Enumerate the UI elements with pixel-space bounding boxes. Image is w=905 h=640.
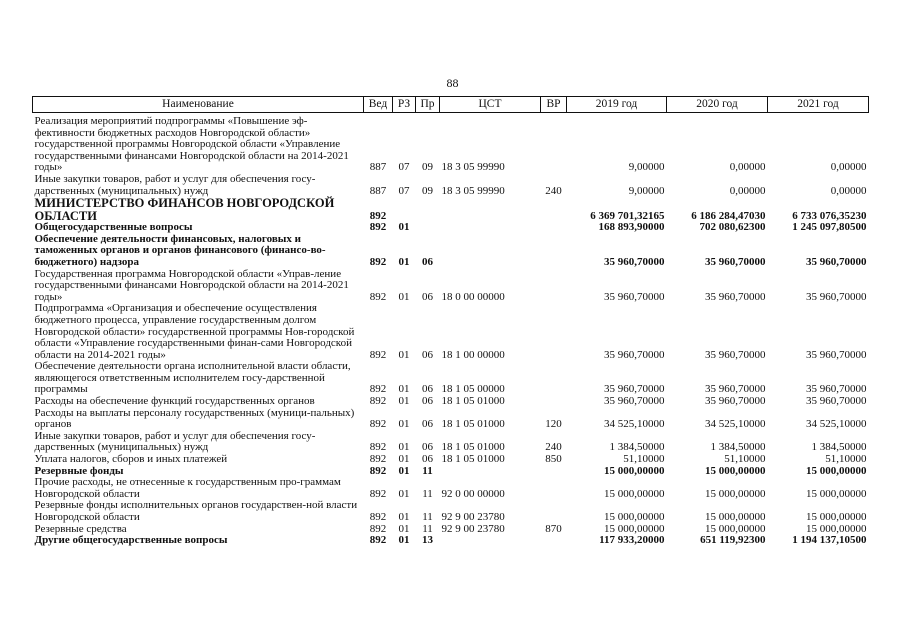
row-2019: 15 000,00000 [604, 511, 665, 523]
row-ved: 892 [369, 290, 387, 303]
row-rz: 01 [398, 418, 410, 431]
row-2021: 0,00000 [830, 161, 867, 174]
row-cst [440, 466, 541, 478]
row-2020: 15 000,00000 [705, 464, 766, 477]
table-row-subsection [33, 535, 869, 547]
row-2020: 51,10000 [724, 453, 766, 466]
row-2019: 6 369 701,32165 [590, 209, 665, 222]
row-rz: 01 [398, 221, 410, 234]
row-rz: 01 [398, 511, 410, 523]
row-name: Прочие расходы, не отнесенные к государственным про-граммам Новгородской области [34, 476, 341, 500]
row-2021: 1 194 137,10500 [792, 534, 867, 547]
row-name: Подпрограмма «Организация и обеспечение осуществления бюджетного процесса, управление государственным долгом Новгородской области» государственной программы Нов-городской области «Управление государственными финан-сами Новгородской области на 2014-2021 годы» [34, 302, 355, 361]
row-vr: 240 [545, 441, 562, 454]
row-2019: 35 960,70000 [604, 383, 665, 396]
row-vr [541, 396, 567, 408]
row-pr: 06 [422, 418, 433, 431]
row-name: Резервные фонды [34, 464, 124, 477]
row-2020: 651 119,92300 [700, 534, 766, 547]
table-row [33, 174, 869, 197]
row-ved: 887 [369, 184, 387, 197]
row-2021: 1 384,50000 [811, 441, 867, 454]
row-2019: 51,10000 [623, 453, 665, 466]
row-2021: 15 000,00000 [806, 487, 867, 500]
row-cst: 18 1 05 01000 [441, 395, 505, 408]
row-2021: 0,00000 [830, 184, 867, 197]
row-2021: 35 960,70000 [806, 348, 867, 361]
budget-table [32, 96, 869, 547]
row-name: Расходы на выплаты персоналу государственных (муници-пальных) органов [34, 406, 355, 431]
row-2021: 35 960,70000 [806, 255, 867, 268]
row-vr [541, 477, 567, 500]
row-2020: 15 000,00000 [705, 487, 766, 500]
header-vr: ВР [541, 97, 567, 113]
row-2020: 15 000,00000 [705, 511, 766, 523]
row-name: МИНИСТЕРСТВО ФИНАНСОВ НОВГОРОДСКОЙ ОБЛАСТИ [34, 196, 335, 223]
table-row [33, 303, 869, 361]
row-vr: 850 [545, 453, 562, 466]
row-pr: 06 [422, 395, 433, 408]
row-ved: 892 [369, 255, 387, 268]
row-2019: 15 000,00000 [604, 487, 665, 500]
row-rz: 01 [398, 522, 410, 535]
row-ved: 892 [369, 453, 387, 466]
row-cst: 18 1 00 00000 [441, 348, 505, 361]
table-row [33, 431, 869, 454]
row-2020: 0,00000 [729, 161, 766, 174]
row-vr [541, 466, 567, 478]
row-vr: 120 [545, 418, 562, 431]
row-name: Иные закупки товаров, работ и услуг для обеспечения госу-дарственных (муниципальных) нужд [34, 429, 316, 454]
row-vr: 870 [545, 522, 562, 535]
row-2020: 1 384,50000 [710, 441, 766, 454]
row-rz: 01 [398, 290, 410, 303]
table-row [33, 454, 869, 466]
row-name: Уплата налогов, сборов и иных платежей [34, 453, 228, 466]
row-pr [416, 197, 440, 222]
row-2019: 9,00000 [628, 184, 665, 197]
row-rz: 01 [398, 487, 410, 500]
row-vr [541, 234, 567, 269]
table-row [33, 500, 869, 523]
table-header-row [33, 97, 869, 113]
row-ved: 892 [369, 418, 387, 431]
row-2021: 15 000,00000 [806, 464, 867, 477]
row-name: Реализация мероприятий подпрограммы «Повышение эф-фективности бюджетных расходов Новгородской области» государственной программы Новгородской области «Управление государственными финансами Новгородской области на 2014-2021 годы» [34, 115, 349, 174]
row-2020: 34 525,10000 [705, 418, 766, 431]
row-vr [541, 269, 567, 304]
row-cst: 18 3 05 99990 [441, 184, 505, 197]
row-2019: 34 525,10000 [604, 418, 665, 431]
row-cst: 18 0 00 00000 [441, 290, 505, 303]
row-ved: 892 [369, 348, 387, 361]
row-name: Обеспечение деятельности финансовых, налоговых и таможенных органов и органов финансового (финансо-во-бюджетного) надзора [34, 232, 326, 268]
header-2021: 2021 год [768, 97, 869, 113]
row-2020: 35 960,70000 [705, 290, 766, 303]
header-cst: ЦСТ [440, 97, 541, 113]
row-pr: 11 [422, 487, 433, 500]
row-rz: 01 [398, 441, 410, 454]
row-name: Резервные средства [34, 522, 127, 535]
row-ved: 892 [369, 487, 387, 500]
row-name: Обеспечение деятельности органа исполнительной власти области, являющегося ответственным исполнителем госу-дарственной программы [34, 360, 351, 396]
row-ved: 892 [369, 209, 387, 222]
row-pr: 06 [422, 453, 433, 466]
row-pr: 06 [422, 290, 433, 303]
row-name: Иные закупки товаров, работ и услуг для обеспечения госу-дарственных (муниципальных) нужд [34, 172, 316, 197]
row-cst: 18 1 05 01000 [441, 441, 505, 454]
row-vr: 240 [545, 184, 562, 197]
row-2020: 35 960,70000 [705, 348, 766, 361]
row-rz: 01 [398, 348, 410, 361]
row-pr: 06 [422, 383, 433, 396]
row-name: Резервные фонды исполнительных органов государствен-ной власти Новгородской области [34, 499, 358, 523]
row-ved: 892 [369, 383, 387, 396]
row-name: Другие общегосударственные вопросы [34, 534, 228, 547]
row-2021: 6 733 076,35230 [792, 209, 867, 222]
header-name: Наименование [33, 97, 364, 113]
row-2020: 35 960,70000 [705, 395, 766, 408]
row-rz: 01 [398, 255, 410, 268]
row-2019: 117 933,20000 [599, 534, 665, 547]
row-2021: 35 960,70000 [806, 383, 867, 396]
table-row [33, 269, 869, 304]
row-ved: 892 [369, 522, 387, 535]
row-rz: 01 [398, 534, 410, 547]
row-2021: 15 000,00000 [806, 522, 867, 535]
row-vr [541, 303, 567, 361]
row-2021: 35 960,70000 [806, 395, 867, 408]
row-2020: 15 000,00000 [705, 522, 766, 535]
table-row [33, 113, 869, 174]
table-row-section [33, 222, 869, 234]
row-pr: 11 [422, 511, 433, 523]
row-cst: 18 3 05 99990 [441, 161, 505, 174]
row-name: Расходы на обеспечение функций государственных органов [34, 395, 315, 408]
table-row-ministry [33, 197, 869, 222]
row-2019: 35 960,70000 [604, 395, 665, 408]
row-2020: 35 960,70000 [705, 383, 766, 396]
row-2019: 15 000,00000 [604, 464, 665, 477]
header-rz: РЗ [393, 97, 416, 113]
row-rz: 01 [398, 453, 410, 466]
row-2019: 15 000,00000 [604, 522, 665, 535]
page-number: 88 [446, 76, 459, 90]
header-2019: 2019 год [567, 97, 667, 113]
table-row [33, 408, 869, 431]
row-ved: 892 [369, 464, 387, 477]
row-cst [440, 222, 541, 234]
row-2021: 51,10000 [825, 453, 867, 466]
row-cst: 18 1 05 01000 [441, 418, 505, 431]
row-cst: 18 1 05 01000 [441, 453, 505, 466]
row-vr [541, 197, 567, 222]
row-name: Общегосударственные вопросы [34, 221, 193, 234]
row-rz: 01 [398, 383, 410, 396]
header-2020: 2020 год [667, 97, 768, 113]
row-pr: 06 [422, 255, 433, 268]
row-ved: 892 [369, 511, 387, 523]
row-cst: 18 1 05 00000 [441, 383, 505, 396]
row-2021: 34 525,10000 [806, 418, 867, 431]
row-ved: 887 [369, 161, 387, 174]
row-2020: 6 186 284,47030 [691, 209, 766, 222]
row-2019: 168 893,90000 [598, 221, 665, 234]
row-ved: 892 [369, 395, 387, 408]
row-rz: 01 [398, 464, 410, 477]
row-2019: 35 960,70000 [604, 290, 665, 303]
row-2020: 702 080,62300 [699, 221, 766, 234]
row-name: Государственная программа Новгородской области «Управ-ление государственными финансами Новгородской области на 2014-2021 годы» [34, 267, 349, 303]
row-rz: 07 [398, 161, 410, 174]
row-cst: 92 9 00 23780 [441, 511, 505, 523]
row-vr [541, 535, 567, 547]
row-pr [416, 222, 440, 234]
row-2021: 15 000,00000 [806, 511, 867, 523]
row-2020: 0,00000 [729, 184, 766, 197]
row-rz: 01 [398, 395, 410, 408]
table-row [33, 477, 869, 500]
row-ved: 892 [369, 534, 387, 547]
row-vr [541, 500, 567, 523]
row-vr [541, 361, 567, 396]
row-2021: 35 960,70000 [806, 290, 867, 303]
row-ved: 892 [369, 441, 387, 454]
row-2020: 35 960,70000 [705, 255, 766, 268]
row-pr: 06 [422, 441, 433, 454]
header-pr: Пр [416, 97, 440, 113]
row-pr: 09 [422, 161, 433, 174]
row-cst [440, 234, 541, 269]
row-cst [440, 535, 541, 547]
row-2019: 35 960,70000 [604, 348, 665, 361]
row-vr [541, 222, 567, 234]
row-rz [393, 197, 416, 222]
row-rz: 07 [398, 184, 410, 197]
row-2019: 9,00000 [628, 161, 665, 174]
row-cst: 92 0 00 00000 [441, 487, 505, 500]
table-row [33, 361, 869, 396]
row-ved: 892 [369, 221, 387, 234]
row-2019: 1 384,50000 [609, 441, 665, 454]
row-vr [541, 113, 567, 174]
row-pr: 11 [422, 522, 433, 535]
row-2019: 35 960,70000 [604, 255, 665, 268]
row-pr: 06 [422, 348, 433, 361]
row-pr: 13 [422, 534, 433, 547]
table-row-subsection [33, 234, 869, 269]
row-cst: 92 9 00 23780 [441, 522, 505, 535]
header-ved: Вед [364, 97, 393, 113]
row-pr: 11 [422, 464, 433, 477]
row-2021: 1 245 097,80500 [792, 221, 867, 234]
row-cst [440, 197, 541, 222]
table-row [33, 396, 869, 408]
row-pr: 09 [422, 184, 433, 197]
